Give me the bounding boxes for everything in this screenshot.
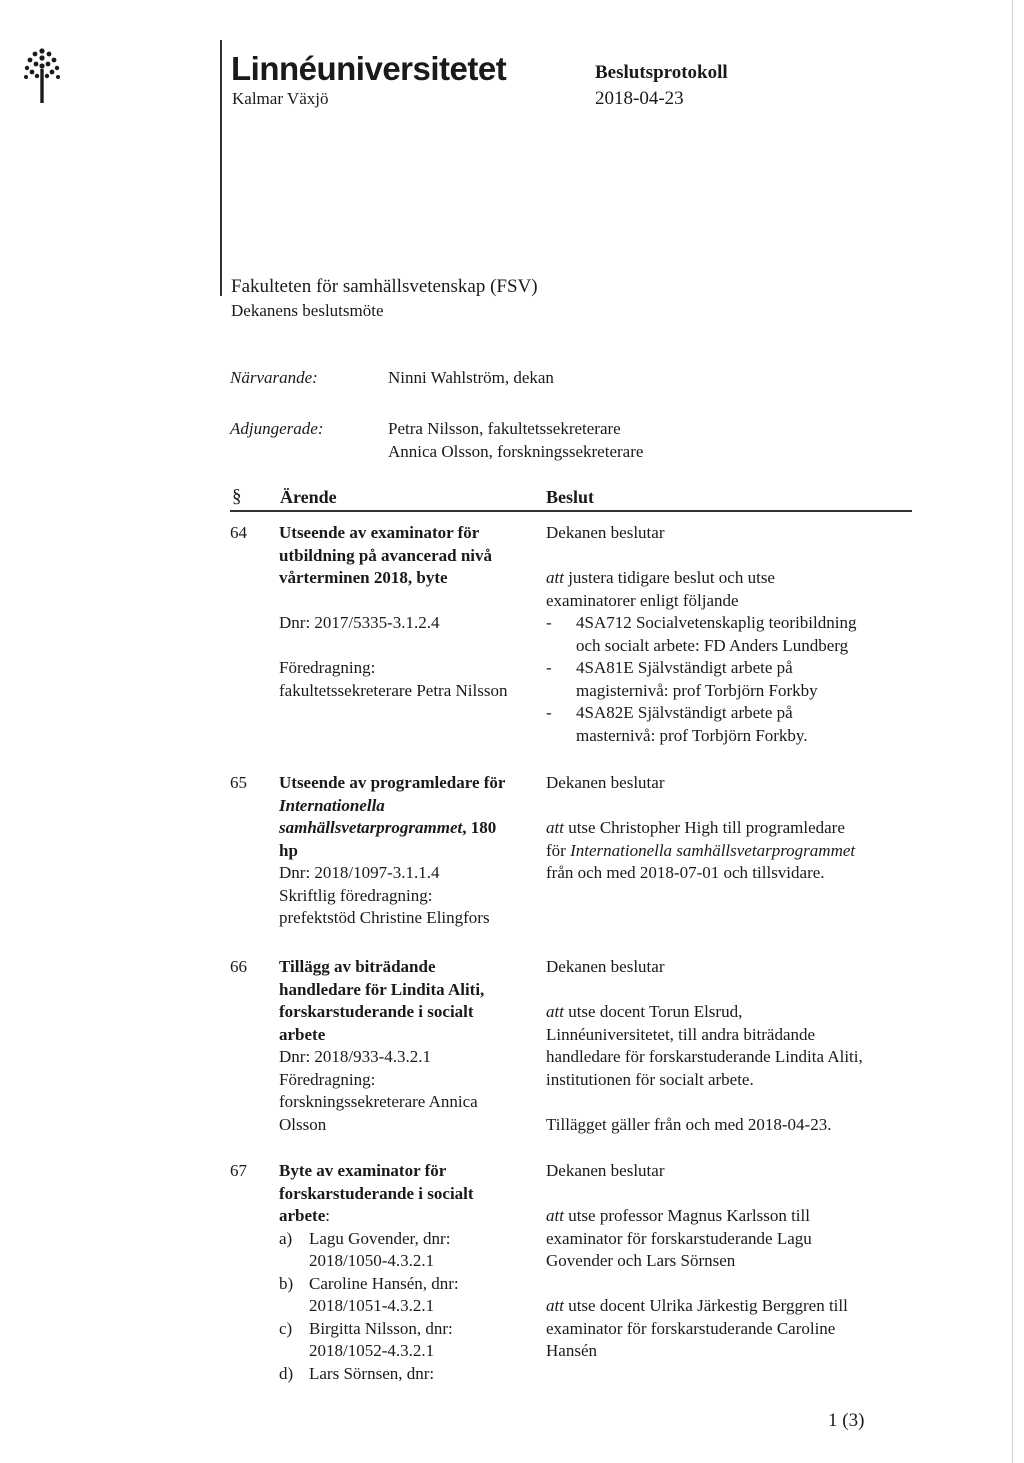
matter-presenter-line: forskningssekreterare Annica: [279, 1092, 478, 1111]
matter-presenter-line: Föredragning:: [279, 1069, 376, 1089]
sub-item: d) Lars Sörnsen, dnr:: [279, 1363, 435, 1383]
item-decision: [546, 956, 906, 1136]
decision-line: Linnéuniversitetet, till andra biträdande: [546, 1024, 816, 1044]
matter-presenter-line: Skriftlig föredragning:: [279, 885, 433, 905]
matter-title-line: Byte av examinator för: [279, 1161, 447, 1180]
decision-column-header: Beslut: [546, 487, 595, 507]
faculty-name: Fakulteten för samhällsvetenskap (FSV): [231, 276, 538, 297]
page-number: 1 (3): [828, 1410, 865, 1431]
att-keyword: att: [546, 568, 564, 587]
item-decision: [546, 1160, 906, 1363]
adjunct-label: Adjungerade:: [230, 419, 324, 438]
table-header-rule: [230, 510, 912, 512]
decision-line: utse Christopher High till programledare: [568, 818, 845, 837]
decision-intro: Dekanen beslutar: [546, 773, 665, 792]
decision-line: examinator för forskarstuderande Caroline: [546, 1318, 836, 1338]
matter-title-line: Tillägg av biträdande: [279, 957, 436, 976]
university-logo-icon: [22, 45, 62, 103]
item-number: 65: [230, 773, 247, 792]
scan-edge-line: [1012, 0, 1013, 1463]
adjunct-list: [388, 418, 643, 463]
item-number: 66: [230, 957, 247, 976]
university-cities: Kalmar Växjö: [232, 89, 329, 108]
decision-line: Govender och Lars Sörnsen: [546, 1251, 736, 1270]
matter-presenter-line: fakultetssekreterare Petra Nilsson: [279, 680, 508, 700]
adjunct-person: Petra Nilsson, fakultetssekreterare: [388, 419, 621, 438]
item-decision: [546, 522, 906, 747]
decision-line: examinatorer enligt följande: [546, 590, 739, 610]
decision-line: handledare för forskarstuderande Lindita Aliti,: [546, 1047, 863, 1066]
matter-title-line: Utseende av programledare för: [279, 773, 506, 792]
decision-line: utse docent Ulrika Järkestig Berggren till: [568, 1296, 848, 1315]
decision-intro: Dekanen beslutar: [546, 523, 665, 542]
matter-column-header: Ärende: [280, 487, 337, 507]
document-date: 2018-04-23: [595, 88, 684, 109]
matter-title-line: Internationella: [279, 795, 385, 815]
decision-line: från och med 2018-07-01 och tillsvidare.: [546, 863, 825, 882]
item-matter: Byte av examinator för forskarstuderande i socialt arbete: a) Lagu Govender, dnr: 2018/1050-4.3.2.1 b) Caroline Hansén, dnr: 2018/1051-4.3.2.1 c) Birgitta Nilsson, dnr: 2018/1052-4.3.2.1 d) Lars Sörnsen, dnr:: [279, 1160, 541, 1385]
matter-title-line: hp: [279, 840, 298, 860]
meeting-name: Dekanens beslutsmöte: [231, 301, 384, 320]
att-keyword: att: [546, 818, 564, 837]
decision-intro: Dekanen beslutar: [546, 1161, 665, 1180]
matter-presenter-line: Olsson: [279, 1114, 327, 1134]
matter-dnr: Dnr: 2017/5335-3.1.2.4: [279, 613, 440, 632]
decision-line: institutionen för socialt arbete.: [546, 1069, 754, 1089]
item-number: 64: [230, 523, 247, 542]
adjunct-person: Annica Olsson, forskningssekreterare: [388, 441, 644, 461]
decision-line: Hansén: [546, 1341, 597, 1360]
matter-title-line: forskarstuderande i socialt: [279, 1002, 474, 1021]
matter-title-line: vårterminen 2018, byte: [279, 568, 448, 587]
matter-dnr: Dnr: 2018/933-4.3.2.1: [279, 1047, 432, 1066]
att-keyword: att: [546, 1206, 564, 1225]
matter-title-line: samhällsvetarprogrammet: [279, 818, 463, 837]
decision-bullet: - 4SA712 Socialvetenskaplig teoribildning och socialt arbete: FD Anders Lundberg: [546, 613, 857, 655]
header-divider: [220, 40, 222, 296]
matter-title-line: utbildning på avancerad nivå: [279, 545, 493, 565]
matter-title-line: handledare för Lindita Aliti,: [279, 979, 485, 999]
present-label: Närvarande:: [230, 368, 318, 387]
decision-line: Internationella samhällsvetarprogrammet: [570, 840, 856, 860]
item-decision: Dekanen beslutar att utse Christopher High till programledare för Internationella samhällsvetarprogrammet från och med 2018-07-01 och tillsvidare.: [546, 772, 906, 885]
decision-bullet: - 4SA81E Självständigt arbete på magisternivå: prof Torbjörn Forkby: [546, 658, 818, 700]
item-matter: [279, 522, 541, 702]
matter-presenter-line: Föredragning:: [279, 658, 376, 677]
matter-title-line: arbete: [279, 1024, 326, 1044]
sub-item: c) Birgitta Nilsson, dnr: 2018/1052-4.3.2.1: [279, 1318, 453, 1360]
decision-intro: Dekanen beslutar: [546, 957, 665, 976]
decision-line: utse professor Magnus Karlsson till: [568, 1206, 810, 1225]
section-sign-header: §: [232, 486, 242, 507]
matter-title-line: forskarstuderande i socialt: [279, 1183, 474, 1203]
att-keyword: att: [546, 1296, 564, 1315]
item-number: 67: [230, 1161, 247, 1180]
matter-dnr: Dnr: 2018/1097-3.1.1.4: [279, 863, 440, 882]
item-matter: [279, 956, 541, 1136]
present-list: Ninni Wahlström, dekan: [388, 368, 554, 387]
att-keyword: att: [546, 1002, 564, 1021]
decision-line: examinator för forskarstuderande Lagu: [546, 1228, 812, 1248]
matter-presenter-line: prefektstöd Christine Elingfors: [279, 908, 490, 927]
sub-item: b) Caroline Hansén, dnr: 2018/1051-4.3.2.1: [279, 1273, 459, 1315]
decision-line: justera tidigare beslut och utse: [568, 568, 775, 587]
matter-title-line: arbete: [279, 1206, 326, 1225]
university-name: Linnéuniversitetet: [231, 50, 507, 87]
decision-note: Tillägget gäller från och med 2018-04-23.: [546, 1114, 832, 1134]
document-type: Beslutsprotokoll: [595, 62, 728, 83]
item-matter: Utseende av programledare för Internationella samhällsvetarprogrammet, 180 hp Dnr: 2018/1097-3.1.1.4 Skriftlig föredragning: prefektstöd Christine Elingfors: [279, 772, 541, 930]
sub-item: a) Lagu Govender, dnr: 2018/1050-4.3.2.1: [279, 1228, 451, 1270]
matter-title-line: Utseende av examinator för: [279, 523, 480, 542]
decision-bullet: - 4SA82E Självständigt arbete på masternivå: prof Torbjörn Forkby.: [546, 703, 808, 745]
decision-line: utse docent Torun Elsrud,: [568, 1002, 743, 1021]
